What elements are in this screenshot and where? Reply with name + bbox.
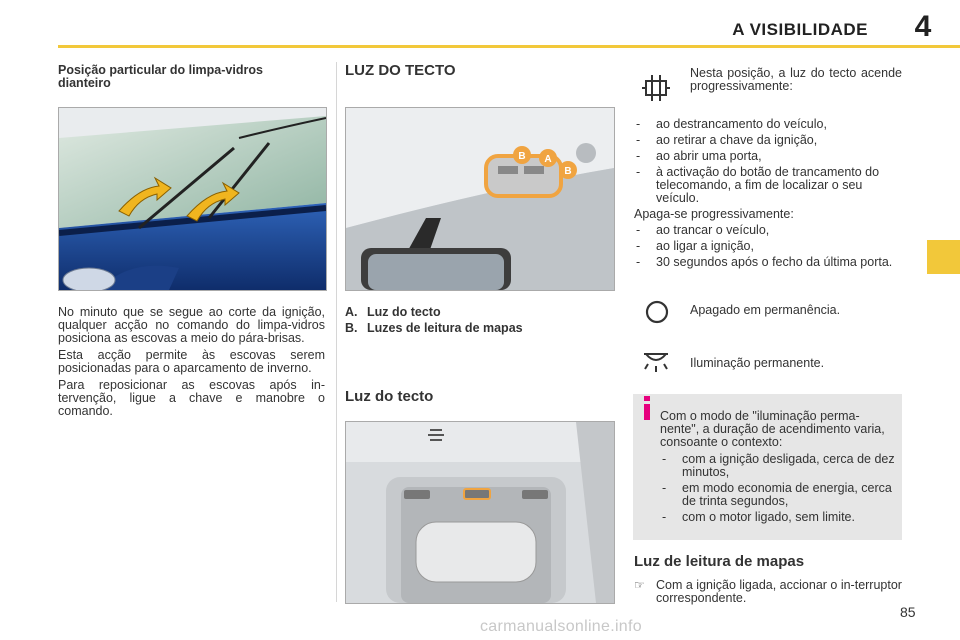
- map-lights-title: Luz de leitura de mapas: [634, 553, 805, 570]
- lamp-permanent-icon: [640, 348, 672, 374]
- list-item: - ao destrancamento do veículo,: [634, 118, 904, 131]
- door-courtesy-icon: [640, 73, 672, 103]
- ceiling-lamp-closeup-photo: [345, 421, 615, 604]
- lights-off-heading: Apaga-se progressivamente:: [634, 207, 794, 221]
- callout-a: A: [544, 154, 552, 165]
- legend-key: B.: [345, 321, 358, 335]
- legend-key: A.: [345, 305, 358, 319]
- info-content: [660, 410, 898, 527]
- windscreen-wiper-photo: [58, 107, 327, 291]
- map-lights-text: Com a ignição ligada, accionar o in-terruptor correspondente.: [656, 578, 902, 605]
- header-rule: [58, 45, 960, 48]
- column-divider: [336, 62, 337, 602]
- page-number: 85: [900, 604, 916, 620]
- chapter-number: 4: [914, 10, 932, 43]
- door-position-intro: Nesta posição, a luz do tecto acende progressivamente:: [690, 66, 902, 93]
- section-title: LUZ DO TECTO: [345, 62, 456, 79]
- chapter-tab: [927, 240, 960, 274]
- ceiling-lamp-photo: [345, 107, 615, 291]
- list-item: - ao ligar a ignição,: [634, 240, 904, 253]
- lights-on-list: [634, 118, 904, 272]
- info-text: Com o modo de "iluminação perma-nente", a duração de acendimento varia, consoante o contexto:: [660, 409, 885, 449]
- pointing-hand-icon: ☞: [634, 578, 645, 592]
- subsection-title: Luz do tecto: [345, 388, 434, 405]
- list-item: - em modo economia de energia, cerca de trinta segundos,: [660, 482, 898, 508]
- wiper-paragraph: No minuto que se segue ao corte da ignição, qualquer acção no comando do limpa-vidros posiciona as escovas a meio do pára-brisas.: [58, 305, 325, 345]
- off-permanent-label: Apagado em permanência.: [690, 303, 841, 317]
- legend: [345, 306, 605, 335]
- wiper-description: [58, 306, 325, 422]
- list-item: - com a ignição desligada, cerca de dez minutos,: [660, 453, 898, 479]
- callout-b: B: [564, 166, 572, 177]
- ceiling-lamp-closeup-illustration: [346, 422, 614, 603]
- callout-b: B: [518, 151, 526, 162]
- watermark: carmanualsonline.info: [480, 618, 642, 635]
- list-item: - à activação do botão de trancamento do telecomando, a fim de localizar o seu veículo.: [634, 166, 904, 205]
- list-item: - ao retirar a chave da ignição,: [634, 134, 904, 147]
- legend-item: [345, 322, 605, 335]
- list-item: - com o motor ligado, sem limite.: [660, 511, 898, 524]
- list-item: - ao abrir uma porta,: [634, 150, 904, 163]
- legend-item: [345, 306, 605, 319]
- list-item: - 30 segundos após o fecho da última porta.: [634, 256, 904, 269]
- windscreen-wiper-illustration: [59, 108, 326, 290]
- wiper-paragraph: Para reposicionar as escovas após in-tervenção, ligue a chave e manobre o comando.: [58, 378, 325, 418]
- wiper-heading: Posição particular do limpa-vidros dianteiro: [58, 63, 263, 90]
- wiper-paragraph: Esta acção permite às escovas serem posicionadas para o aparcamento de inverno.: [58, 348, 325, 375]
- list-item: - ao trancar o veículo,: [634, 224, 904, 237]
- legend-text: Luzes de leitura de mapas: [366, 321, 523, 335]
- circle-off-icon: [644, 299, 670, 325]
- permanent-lighting-label: Iluminação permanente.: [690, 356, 825, 370]
- chapter-title: A VISIBILIDADE: [732, 20, 868, 39]
- ceiling-lamp-illustration: [346, 108, 614, 290]
- info-icon: [642, 396, 652, 420]
- legend-text: Luz do tecto: [366, 305, 441, 319]
